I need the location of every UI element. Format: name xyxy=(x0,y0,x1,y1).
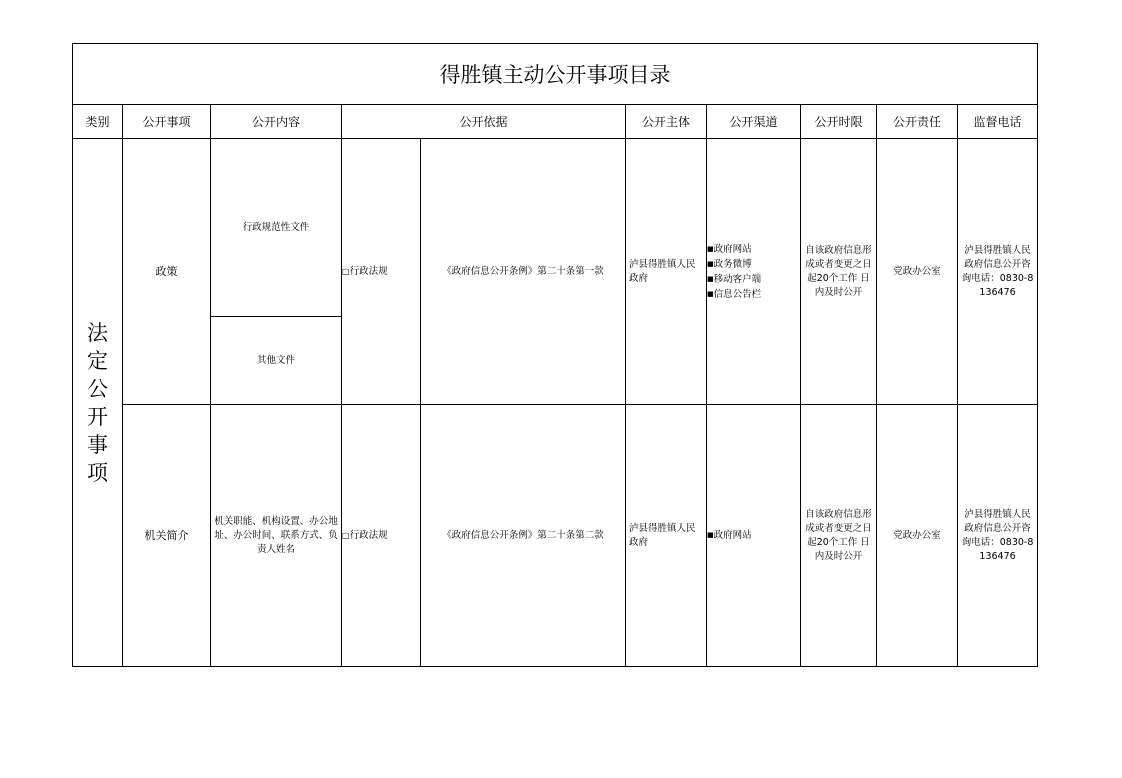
header-category: 类别 xyxy=(73,105,123,139)
subject-cell: 泸县得胜镇人民政府 xyxy=(626,139,707,405)
table-row-policy xyxy=(73,139,1038,317)
channel-list xyxy=(707,528,800,543)
content-cell: 行政规范性文件 xyxy=(211,139,342,317)
header-responsibility: 公开责任 xyxy=(877,105,958,139)
time-limit-cell: 自该政府信息形成或者变更之日起20个工作 日内及时公开 xyxy=(801,139,877,405)
checkbox-icon xyxy=(342,266,350,277)
subject-cell: 泸县得胜镇人民政府 xyxy=(626,405,707,667)
content-cell: 机关职能、机构设置、办公地址、办公时间、联系方式、负责人姓名 xyxy=(211,405,342,667)
time-limit-cell: 自该政府信息形成或者变更之日起20个工作 日内及时公开 xyxy=(801,405,877,667)
header-subject: 公开主体 xyxy=(626,105,707,139)
header-basis: 公开依据 xyxy=(342,105,626,139)
hotline-cell: 泸县得胜镇人民政府信息公开咨 询电话：0830-8136476 xyxy=(958,405,1038,667)
basis-type-cell xyxy=(342,405,421,667)
list-item: ■ 信息公告栏 xyxy=(707,287,800,302)
channel-list xyxy=(707,242,800,302)
header-item: 公开事项 xyxy=(123,105,211,139)
channel-cell xyxy=(707,139,801,405)
list-item: ■ 政府网站 xyxy=(707,242,800,257)
basis-type-label: 行政法规 xyxy=(349,265,388,277)
disclosure-catalog-table xyxy=(72,43,1038,667)
list-item: ■ 政务微博 xyxy=(707,257,800,272)
header-row xyxy=(73,105,1038,139)
list-item: ■ 移动客户端 xyxy=(707,272,800,287)
header-time-limit: 公开时限 xyxy=(801,105,877,139)
table-title: 得胜镇主动公开事项目录 xyxy=(73,44,1038,105)
item-cell: 政策 xyxy=(123,139,211,405)
content-cell: 其他文件 xyxy=(211,317,342,405)
table-row-agency-profile xyxy=(73,405,1038,667)
category-label: 法定公开事项 xyxy=(87,320,108,485)
basis-cell: 《政府信息公开条例》第二十条第一款 xyxy=(421,139,626,405)
item-cell: 机关简介 xyxy=(123,405,211,667)
basis-type-label: 行政法规 xyxy=(349,529,388,541)
list-item: ■ 政府网站 xyxy=(707,528,800,543)
basis-cell: 《政府信息公开条例》第二十条第二款 xyxy=(421,405,626,667)
responsibility-cell: 党政办公室 xyxy=(877,139,958,405)
header-channel: 公开渠道 xyxy=(707,105,801,139)
category-cell xyxy=(73,139,123,667)
checkbox-icon xyxy=(342,530,350,541)
hotline-cell: 泸县得胜镇人民政府信息公开咨 询电话：0830-8136476 xyxy=(958,139,1038,405)
basis-type-cell xyxy=(342,139,421,405)
responsibility-cell: 党政办公室 xyxy=(877,405,958,667)
header-hotline: 监督电话 xyxy=(958,105,1038,139)
channel-cell xyxy=(707,405,801,667)
header-content: 公开内容 xyxy=(211,105,342,139)
